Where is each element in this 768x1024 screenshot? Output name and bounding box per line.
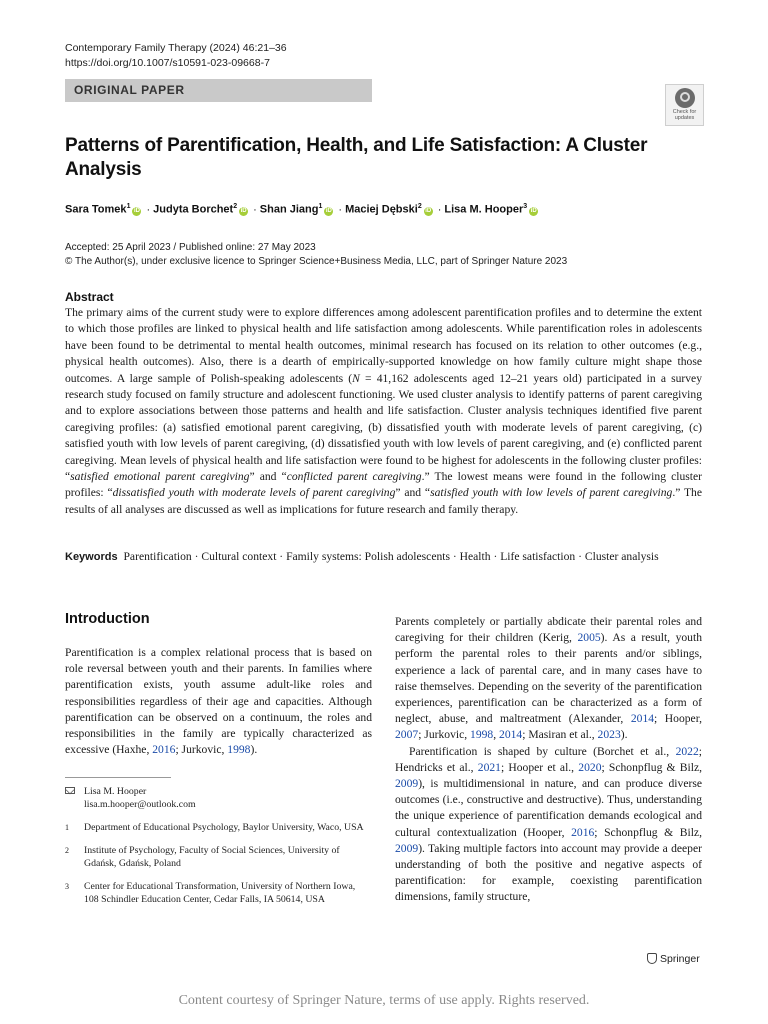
intro-right-column [395,614,702,906]
courtesy-footer: Content courtesy of Springer Nature, terms of use apply. Rights reserved. [178,993,590,1008]
orcid-icon[interactable]: iD [325,207,332,214]
abstract-text: The primary aims of the current study were to explore differences among adolescent parentification profiles and to determine the extent to which those profiles are linked to physical health and life satisfaction among adolescents. While parentification roles in adolescents have been found to be detrimental to mental health outcomes, minimal research has focused on its relation to other outcomes (e.g., physical health outcomes). Also, there is a dearth of empirically-supported knowledge on how family culture might shape those outcomes. A large sample of Polish-speaking adolescents (N = 41,162 adolescents aged 12–21 years old) participated in a survey research study focused on family structure and adolescent functioning. We used cluster analysis to identify patterns of parent caregiving and to explore associations between those patterns and health and life satisfaction. Cluster analysis techniques identified five parent caregiving profiles: (a) satisfied emotional parent caregiving, (b) dissatisfied youth with moderate levels of parent caregiving, (c) satisfied youth with low levels of parent caregiving, (d) dissatisfied youth with low levels of parent caregiving, and (e) conflicted parent caregiving. Mean levels of physical health and life satisfaction were found to be highest for adolescents in the following cluster profiles: “satisfied emotional parent caregiving” and “conflicted parent caregiving.” The lowest means were found in the following cluster profiles: “dissatisfied youth with moderate levels of parent caregiving” and “satisfied youth with low levels of parent caregiving.” The results of all analyses are discussed as well as implications for future research and family therapy. [65,306,702,516]
citation-link[interactable]: 1998 [227,743,251,757]
affiliation-number: 1 [65,823,69,832]
article-type-label: ORIGINAL PAPER [74,83,185,97]
journal-citation: Contemporary Family Therapy (2024) 46:21–36 [65,42,287,54]
article-type-banner [65,79,372,102]
check-updates-label: Check for updates [672,109,697,121]
publisher-name: Springer [660,953,700,965]
author-name[interactable]: Shan Jiang [259,203,319,216]
citation-link[interactable]: 2023 [597,728,621,742]
citation-link[interactable]: 2014 [499,728,523,742]
check-for-updates-badge[interactable] [665,84,704,126]
affiliation-text: Institute of Psychology, Faculty of Social Sciences, University of Gdańsk, Gdańsk, Poland [84,845,340,869]
citation-link[interactable]: 2007 [395,728,419,742]
author-affiliation: 2 [417,203,422,210]
author-affiliation: 2 [233,203,238,210]
keywords [65,549,702,565]
journal-info [65,41,287,71]
author-list: Sara Tomek$^1$iD · Judyta Borchet$^2$iD · Shan Jiang$^1$iD · Maciej Dębski$^2$iD · Lisa M. Hooper$^3$iD [65,203,537,216]
doi-link[interactable]: https://doi.org/10.1007/s10591-023-09668-7 [65,57,270,69]
author-name[interactable]: Lisa M. Hooper [444,203,524,216]
intro-paragraph: Parentification is a complex relational process that is based on role reversal between youth and their parents. In families where parentification exists, youth assume adult-like roles and responsibilities regardless of their age and capacities. Although parentification can be observed on a continuum, the roles and responsibilities in the family are typically characterized as excessive (Haxhe, 2016; Jurkovic, 1998). [65,646,372,757]
publication-dates [65,241,567,269]
orcid-icon[interactable]: iD [240,207,247,214]
author-name[interactable]: Maciej Dębski [345,203,418,216]
author-affiliation: 1 [318,203,323,210]
check-updates-icon [675,88,695,108]
orcid-icon[interactable]: iD [425,207,432,214]
footnotes [65,785,372,916]
keywords-label: Keywords [65,551,118,563]
citation-link[interactable]: 2016 [152,743,176,757]
accepted-published-dates: Accepted: 25 April 2023 / Published online: 27 May 2023 [65,242,316,253]
intro-paragraph: Parents completely or partially abdicate their parental roles and caregiving for their children (Kerig, 2005). As a result, youth perform the parental roles to their parents and/or siblings, experience a lack of parental care, and in many cases have to raise themselves. Depending on the severity of the parentification experiences, parentification can be characterized as a form of neglect, abuse, and maltreatment (Alexander, 2014; Hooper, 2007; Jurkovic, 1998, 2014; Masiran et al., 2023). [395,615,703,742]
introduction-heading: Introduction [65,611,150,627]
copyright-notice: © The Author(s), under exclusive licence to Springer Science+Business Media, LLC, part of Springer Nature 2023 [65,256,568,267]
publisher-logo [647,953,700,965]
citation-link[interactable]: 2016 [571,825,595,839]
contact-name: Lisa M. Hooper [84,786,147,797]
citation-link[interactable]: 2021 [477,760,501,774]
keywords-list: Parentification · Cultural context · Family systems: Polish adolescents · Health · Life satisfaction · Cluster analysis [123,550,659,563]
orcid-icon[interactable]: iD [530,207,537,214]
springer-horse-icon [647,953,657,964]
author-affiliation: 1 [126,203,131,210]
citation-link[interactable]: 2005 [577,631,601,645]
affiliation-1 [65,821,372,834]
affiliation-2 [65,844,372,870]
contact-email[interactable]: lisa.m.hooper@outlook.com [84,799,196,810]
affiliation-number: 2 [65,846,69,855]
affiliation-text: Center for Educational Transformation, University of Northern Iowa, 108 Schindler Education Center, Cedar Falls, IA 50614, USA [84,881,356,905]
author-name[interactable]: Judyta Borchet [153,203,234,216]
abstract-heading: Abstract [65,290,114,304]
citation-link[interactable]: 2009 [395,841,419,855]
intro-paragraph: Parentification is shaped by culture (Borchet et al., 2022; Hendricks et al., 2021; Hooper et al., 2020; Schonpflug & Bilz, 2009), is multidimensional in nature, and can produce diverse outcomes (i.e., constructive and destructive). Thus, understanding the unique experience of parentification demands ecological and cultural contextualization (Hooper, 2016; Schonpflug & Bilz, 2009). Taking multiple factors into account may provide a deeper understanding of both the positive and negative aspects of parentification: for example, coexisting parentification dimensions, family structure, [395,744,702,904]
corresponding-author [65,785,372,811]
affiliation-text: Department of Educational Psychology, Baylor University, Waco, USA [84,822,364,833]
article-title: Patterns of Parentification, Health, and Life Satisfaction: A Cluster Analysis [65,135,648,180]
citation-link[interactable]: 2020 [578,760,602,774]
author-name[interactable]: Sara Tomek [65,203,127,216]
intro-left-column [65,645,372,758]
affiliation-number: 3 [65,882,69,891]
affiliation-3 [65,880,372,906]
citation-link[interactable]: 2022 [675,744,699,758]
footnote-divider [65,777,171,778]
citation-link[interactable]: 2014 [630,712,655,726]
author-affiliation: 3 [523,203,528,210]
orcid-icon[interactable]: iD [133,207,140,214]
citation-link[interactable]: 1998 [470,728,494,742]
citation-link[interactable]: 2009 [395,777,419,791]
envelope-icon [65,787,75,794]
